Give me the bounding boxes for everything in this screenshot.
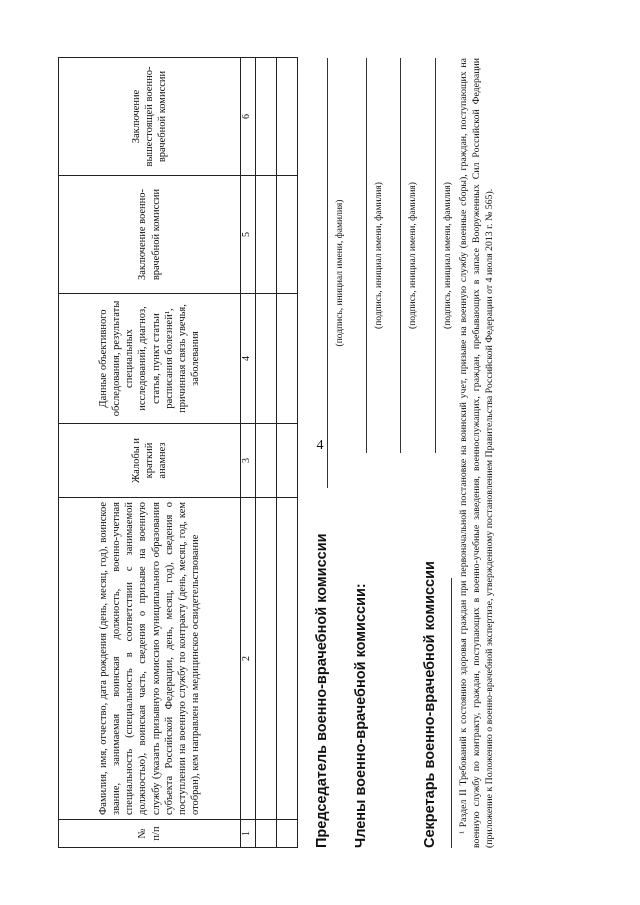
signature-line xyxy=(435,58,436,453)
signature-line xyxy=(400,58,401,453)
table-cell xyxy=(256,58,277,176)
secretary-signature-block xyxy=(418,58,453,848)
column-header-person-details: Фамилия, имя, отчество, дата рождения (день, месяц, год), воинское звание, занимаемая воинская должность, военно-учетная специальность (специальность в соответствии с занимаемой должностью), воинская часть, сведения о призыве на военную службу (указать призывную комиссию муниципального образования субъекта Российской Федерации, день, месяц, год), сведения о поступлении на военную службу по контракту (день, месяц, год, кем отобран), кем направлен на медицинское освидетельствование xyxy=(59,498,241,820)
page-number: 4 xyxy=(316,438,324,453)
table-cell xyxy=(256,820,277,848)
column-number: 1 xyxy=(241,820,256,848)
signature-hint: (подпись, инициал имени, фамилия) xyxy=(374,182,384,329)
column-number: 3 xyxy=(241,424,256,498)
chairman-label: Председатель военно-врачебной комиссии xyxy=(314,533,330,848)
column-header-superior-conclusion: Заключение вышестоящей военно-врачебной комиссии xyxy=(59,58,241,176)
secretary-label: Секретарь военно-врачебной комиссии xyxy=(422,561,438,848)
signature-hint: (подпись, инициал имени, фамилия) xyxy=(443,182,453,329)
table-row xyxy=(277,58,298,848)
column-header-examination-data: Данные объективного обследования, результаты специальных исследований, диагноз, статья, пункт статьи расписания болезней¹, причинная связь увечья, заболевания xyxy=(59,294,241,424)
members-signature-block xyxy=(349,58,384,848)
table-cell xyxy=(277,176,298,294)
table-cell xyxy=(277,294,298,424)
column-numbers-row xyxy=(241,58,256,848)
table-cell xyxy=(277,498,298,820)
members-label: Члены военно-врачебной комиссии: xyxy=(353,583,369,848)
footnote-separator xyxy=(451,578,452,848)
table-cell xyxy=(277,424,298,498)
table-row xyxy=(256,58,277,848)
signature-hint: (подпись, инициал имени, фамилия) xyxy=(335,199,345,347)
signature-line xyxy=(366,58,367,453)
column-number: 2 xyxy=(241,498,256,820)
column-header-complaints: Жалобы и краткий анамнез xyxy=(59,424,241,498)
table-cell xyxy=(256,424,277,498)
column-header-number: № п/п xyxy=(59,820,241,848)
footnote: ¹ Раздел II Требований к состоянию здоровья граждан при первоначальной постановке на воинский учет, призыве на военную службу (военные сборы), граждан, поступающих на военную службу по контракту, граждан, поступающих в военно-учебные заведения, военнослужащих, граждан, пребывающих в запасе Вооруженных Сил Российской Федерации (приложение к Положению о военно-врачебной экспертизе, утвержденному постановлением Правительства Российской Федерации от 4 июля 2013 г. № 565). xyxy=(458,58,495,848)
table-cell xyxy=(256,498,277,820)
column-header-commission-conclusion: Заключение военно-врачебной комиссии xyxy=(59,176,241,294)
members-signature-block-2 xyxy=(383,58,418,848)
table-cell xyxy=(256,176,277,294)
table-cell xyxy=(256,294,277,424)
column-number: 4 xyxy=(241,294,256,424)
column-number: 5 xyxy=(241,176,256,294)
table-cell xyxy=(277,820,298,848)
table-header-row xyxy=(59,58,241,848)
signature-hint: (подпись, инициал имени, фамилия) xyxy=(408,182,418,329)
column-number: 6 xyxy=(241,58,256,176)
rotated-page-content xyxy=(58,8,603,848)
chairman-signature-block xyxy=(310,58,345,848)
signature-line xyxy=(327,58,328,488)
table-cell xyxy=(277,58,298,176)
examination-table xyxy=(58,57,298,848)
